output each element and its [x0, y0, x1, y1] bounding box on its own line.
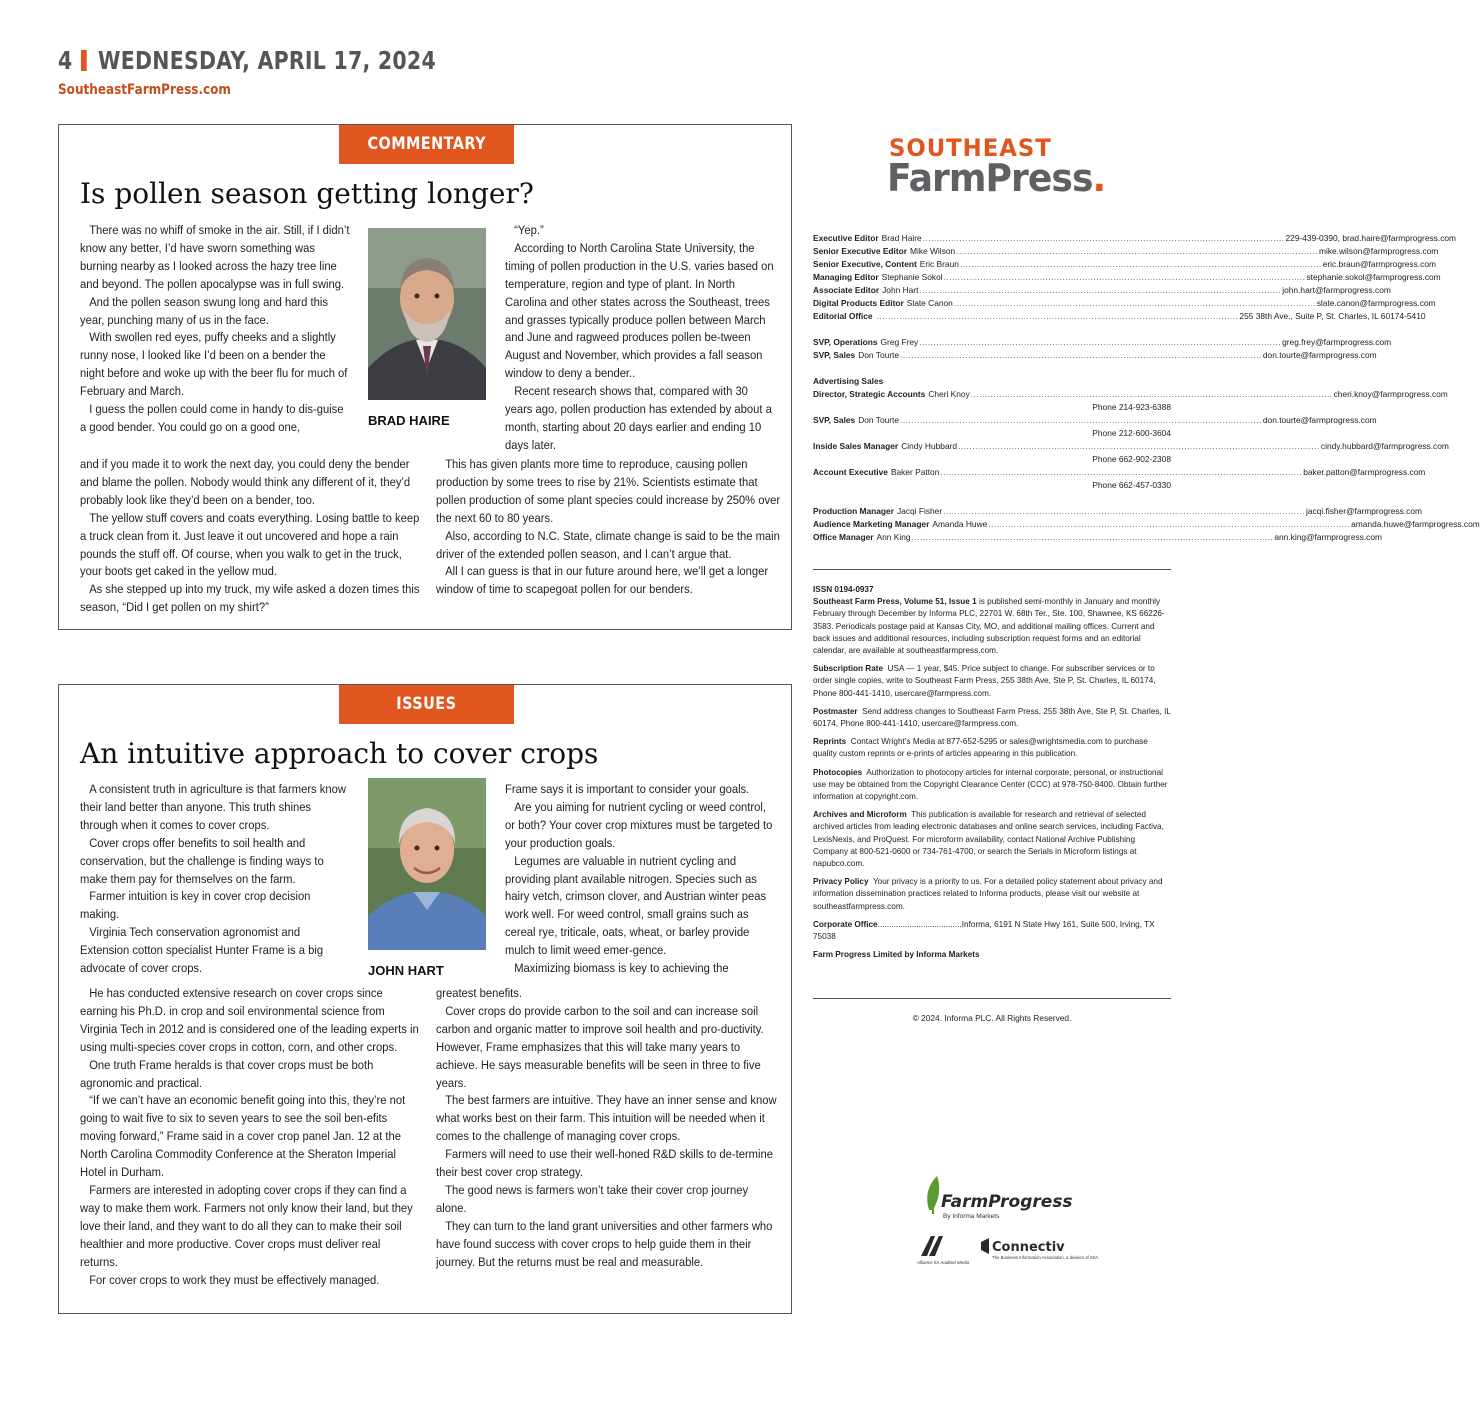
staff-contact[interactable]: slate.canon@farmprogress.com [1316, 298, 1436, 308]
author-portrait-icon [368, 778, 486, 950]
dot-leader [923, 232, 1285, 245]
staff-phone: Phone 662-457-0330 [1092, 480, 1171, 490]
publication-statement-title: Southeast Farm Press, Volume 51, Issue 1 [813, 597, 977, 607]
editorial-staff [813, 232, 1457, 323]
masthead-row [813, 245, 1439, 258]
paragraph: Farmers will need to use their well-honed R&D skills to de-termine their best cover crop strategy. [436, 1147, 773, 1180]
masthead-row [813, 505, 1422, 518]
masthead-row [813, 440, 1449, 453]
masthead-row [813, 336, 1392, 349]
staff-name: Brad Haire [881, 233, 922, 243]
corporate-office-address: Informa, 6191 N State Hwy 161, Suite 500, Irving, TX 75038 [813, 919, 1155, 942]
staff-contact[interactable]: ann.king@farmprogress.com [1274, 532, 1383, 542]
staff-name: Ann King [876, 532, 911, 542]
aam-logo-icon [921, 1236, 943, 1256]
staff-role: SVP, Operations [813, 337, 878, 347]
staff-contact[interactable]: john.hart@farmprogress.com [1282, 285, 1391, 295]
info-text: Your privacy is a priority to us. For a detailed policy statement about privacy and information dissemination practices related to Informa products, please visit our website at southeastfarmpress.com. [813, 877, 1163, 911]
site-url[interactable]: SoutheastFarmPress.com [58, 82, 231, 98]
masthead-row [813, 414, 1377, 427]
paragraph: Cover crops offer benefits to soil health and conservation, but the challenge is finding ways to make them pay for themselves on the farm. [80, 835, 324, 886]
dot-leader [988, 518, 1350, 531]
info-label: Subscription Rate [813, 664, 884, 674]
staff-contact[interactable]: greg.frey@farmprogress.com [1282, 337, 1392, 347]
staff-phone: Phone 212-600-3604 [1092, 428, 1171, 438]
staff-role: Associate Editor [813, 285, 880, 295]
article-headline: Is pollen season getting longer? [80, 177, 534, 210]
article-column-left-bottom [80, 456, 420, 617]
author-photo-brad-haire [368, 228, 486, 400]
staff-role: Executive Editor [813, 233, 879, 243]
dot-leader [944, 271, 1306, 284]
staff-contact[interactable]: eric.braun@farmprogress.com [1322, 259, 1436, 269]
publication-info [813, 584, 1171, 967]
article-column-right-top [505, 222, 777, 455]
paragraph: Farmers are interested in adopting cover crops if they can find a way to make them work. Farmers not only know their land, but they love their land, and they want to do all they can to make their soil healthier and more productive. Cover crops must deliver real returns. [80, 1182, 413, 1269]
issn: ISSN 0194-0937 [813, 585, 874, 594]
paragraph: Maximizing biomass is key to achieving the [514, 961, 729, 976]
staff-name: Stephanie Sokol [881, 272, 943, 282]
dot-leader [958, 440, 1320, 453]
dot-leader [912, 531, 1274, 544]
staff-name: Greg Frey [880, 337, 919, 347]
paragraph: Frame says it is important to consider your goals. [505, 782, 750, 796]
masthead-row [813, 466, 1426, 479]
staff-name: Slate Canon [906, 298, 953, 308]
logo-southeast: SOUTHEAST [889, 134, 1052, 162]
staff-contact[interactable]: cheri.knoy@farmprogress.com [1333, 389, 1448, 399]
article-column-right-top [505, 781, 777, 978]
masthead-row [813, 310, 1426, 323]
masthead-row [813, 349, 1377, 362]
masthead-row [813, 232, 1457, 245]
article-column-left-top [80, 222, 352, 437]
dot-leader [940, 466, 1302, 479]
connectiv-logo-icon [981, 1238, 989, 1254]
paragraph: Farmer intuition is key in cover crop decision making. [80, 889, 311, 922]
info-label: Archives and Microform [813, 810, 907, 820]
paragraph: They can turn to the land grant universities and other farmers who have found success with cover crops to help guide them in their journey. But the returns must be real and measurable. [436, 1218, 773, 1269]
info-item [813, 767, 1171, 804]
masthead-staff [813, 232, 1480, 557]
author-photo-john-hart [368, 778, 486, 950]
dot-leader [900, 349, 1262, 362]
staff-name: Baker Patton [890, 467, 940, 477]
dot-leader [954, 297, 1316, 310]
staff-role: Account Executive [813, 467, 888, 477]
staff-role: Audience Marketing Manager [813, 519, 930, 529]
staff-contact[interactable]: amanda.huwe@farmprogress.com [1351, 519, 1480, 529]
paragraph: “If we can’t have an economic benefit going into this, they’re not going to wait five to six to seven years to see the soil ben-efits moving forward,” Frame said in a cover crop panel Jan. 12 at the North Carolina Commodity Conference at the Sheraton Imperial Hotel in Durham. [80, 1093, 406, 1180]
staff-name: Jacqi Fisher [896, 506, 943, 516]
paragraph: Are you aiming for nutrient cycling or weed control, or both? Your cover crop mixtures must be targeted to your production goals. [505, 799, 773, 850]
dot-leader [919, 284, 1281, 297]
info-text: Authorization to photocopy articles for internal corporate, personal, or instructional use may be obtained from the Copyright Clearance Center (CCC) at 978-750-8400. Obtain further information at copyright.com. [813, 767, 1168, 802]
staff-role: Office Manager [813, 532, 874, 542]
info-label: Privacy Policy [813, 877, 869, 887]
staff-role: SVP, Sales [813, 350, 856, 360]
info-text: This publication is available for research and retrieval of selected archived articles from leading electronic databases and online search services, including Factiva, LexisNexis, and ProQuest. For microform availability, contact National Archive Publishing Company at 800-521-0600 or 734-761-4700, or search the Serials in Microform listings at napubco.com. [813, 810, 1164, 869]
info-text: Send address changes to Southeast Farm Press, 255 38th Ave, Ste P, St. Charles, IL 60174, Phone 800-441-1410, usercare@farmpress.com. [813, 706, 1171, 729]
connectiv-logo-sub: The Business Information Association, a division of SIIA [992, 1255, 1099, 1260]
paragraph: Recent research shows that, compared with 30 years ago, pollen production has extended by about a month, starting about 20 days earlier and ending 10 days later. [505, 384, 772, 452]
paragraph: The good news is farmers won’t take their cover crop journey alone. [436, 1182, 749, 1215]
masthead-row [813, 531, 1383, 544]
farmprogress-leaf-icon [915, 1170, 1099, 1270]
aam-logo-text: Alliance for Audited Media [917, 1260, 970, 1265]
staff-name: Mike Wilson [910, 246, 956, 256]
staff-name: Cheri Knoy [928, 389, 970, 399]
logo-farmpress: FarmPress. [887, 156, 1106, 200]
page-number: 4 [58, 46, 73, 75]
dot-leader [900, 414, 1262, 427]
staff-contact[interactable]: 229-439-0390, brad.haire@farmprogress.com [1285, 233, 1457, 243]
masthead-row [813, 297, 1436, 310]
production-staff [813, 505, 1480, 544]
staff-phone: Phone 662-902-2308 [1092, 454, 1171, 464]
paragraph: Legumes are valuable in nutrient cycling and providing plant available nitrogen. Species such as hairy vetch, crimson clover, and Austrian winter peas work well. For weed control, small grains such as cereal rye, triticale, oats, wheat, or barley provide mulch to limit weed emer-gence. [505, 853, 767, 958]
issues-article [58, 684, 792, 1314]
dot-leader [956, 245, 1318, 258]
advertising-staff [813, 375, 1449, 492]
author-caption: BRAD HAIRE [368, 413, 450, 428]
staff-contact[interactable]: cindy.hubbard@farmprogress.com [1320, 441, 1449, 451]
paragraph: The yellow stuff covers and coats everything. Losing battle to keep a truck clean from it. Just leave it out uncovered and hope a rain pounds the stuff off. Of course, when you walk to get in the truck, your boots get caked in the yellow mud. [80, 510, 420, 579]
info-item [813, 809, 1171, 870]
masthead-row [813, 284, 1391, 297]
info-label: Reprints [813, 737, 847, 747]
staff-role: Editorial Office [813, 311, 873, 321]
masthead-row [813, 271, 1441, 284]
staff-phone: Phone 214-923-6388 [1092, 402, 1171, 412]
author-caption: JOHN HART [368, 963, 444, 978]
paragraph: and if you made it to work the next day, you could deny the bender and blame the pollen. Nobody would think any different of it, they’d probably look like they’d been on a bender, too. [80, 457, 411, 507]
paragraph: This has given plants more time to reproduce, causing pollen production by some trees to rise by 21%. Scientists estimate that pollen production of some plant species could increase by 250% over the next 60 to 80 years. [436, 457, 781, 525]
publication-statement: is published semi-monthly in January and monthly February through December by Informa PLC, 22701 W. 68th Ter., Ste. 100, Shawnee, KS 66226-3583. Periodicals postage paid at Kansas City, MO, and additional mailing offices. Current and back issues and additional resources, including subscription request forms and an editorial calendar, are available at southeastfarmpress.com. [813, 597, 1165, 656]
staff-name: Don Tourte [858, 415, 900, 425]
info-label: Photocopies [813, 767, 863, 777]
paragraph: According to North Carolina State University, the timing of pollen production in the U.S. varies based on temperature, region and type of plant. In North Carolina and other states across the Southeast, trees and grasses typically produce pollen between March and June and ragweed produces pollen be-tween August and November, which provides a fall season window to deny a bender.. [505, 240, 774, 381]
info-item [813, 663, 1171, 700]
paragraph: He has conducted extensive research on cover crops since earning his Ph.D. in crop and soil environmental science from Virginia Tech in 2012 and is considered one of the leading experts in using multi-species cover crops in cotton, corn, and other crops. [80, 986, 419, 1054]
masthead-row [813, 388, 1448, 401]
info-text: USA — 1 year, $45. Price subject to change. For subscriber services or to order single copies, write to Southeast Farm Press, 255 38th Ave, Ste P, St. Charles, IL 60174, Phone 800-441-1410, usercare@farmpress.com. [813, 664, 1156, 698]
info-label: Postmaster [813, 706, 858, 716]
dot-leader [960, 258, 1322, 271]
staff-contact[interactable]: stephanie.sokol@farmprogress.com [1306, 272, 1441, 282]
info-item [813, 876, 1171, 913]
staff-role: Senior Executive Editor [813, 246, 908, 256]
staff-contact[interactable]: jacqi.fisher@farmprogress.com [1305, 506, 1422, 516]
section-tag-issues: ISSUES [339, 685, 514, 724]
paragraph: “Yep.” [514, 223, 544, 237]
operations-staff [813, 336, 1392, 362]
staff-role: Director, Strategic Accounts [813, 389, 926, 399]
header-divider [81, 50, 87, 71]
paragraph: Virginia Tech conservation agronomist and Extension cotton specialist Hunter Frame is a big advocate of cover crops. [80, 925, 324, 976]
copyright: © 2024. Informa PLC. All Rights Reserved. [912, 1013, 1072, 1023]
staff-contact[interactable]: baker.patton@farmprogress.com [1303, 467, 1426, 477]
staff-name: Eric Braun [919, 259, 959, 269]
staff-role: Inside Sales Manager [813, 441, 899, 451]
article-column-right-bottom [436, 985, 781, 1272]
page-header [58, 46, 436, 75]
paragraph: All I can guess is that in our future around here, we’ll get a longer window of time to scapegoat pollen for our benders. [436, 564, 769, 597]
dot-leader [877, 310, 1239, 323]
divider [813, 998, 1171, 999]
info-text: Contact Wright’s Media at 877-652-5295 or sales@wrightsmedia.com to purchase quality custom reprints or e-prints of articles appearing in this publication. [813, 737, 1148, 759]
author-portrait-icon [368, 228, 486, 400]
paragraph: Cover crops do provide carbon to the soil and can increase soil carbon and organic matter to improve soil health and pro-ductivity. However, Frame emphasizes that this will take many years to achieve. He says measurable benefits will be seen in three to five years. [436, 1003, 764, 1090]
paragraph: One truth Frame heralds is that cover crops must be both agronomic and practical. [80, 1057, 374, 1090]
staff-contact[interactable]: mike.wilson@farmprogress.com [1319, 246, 1439, 256]
masthead-row [813, 518, 1480, 531]
article-column-left-top [80, 781, 352, 978]
paragraph: The best farmers are intuitive. They have an inner sense and know what works best on their farm. This intuition will be needed when it comes to the challenge of managing cover crops. [436, 1093, 777, 1144]
section-tag-commentary: COMMENTARY [339, 125, 514, 164]
staff-name: Cindy Hubbard [901, 441, 958, 451]
staff-contact[interactable]: don.tourte@farmprogress.com [1262, 415, 1377, 425]
divider [813, 569, 1171, 570]
staff-name: Amanda Huwe [932, 519, 988, 529]
article-column-left-bottom [80, 985, 420, 1289]
staff-name: Don Tourte [858, 350, 900, 360]
advertising-title: Advertising Sales [813, 376, 884, 386]
dot-leader [971, 388, 1333, 401]
staff-contact[interactable]: don.tourte@farmprogress.com [1262, 350, 1377, 360]
fp-logo-sub: By Informa Markets [943, 1213, 1000, 1220]
paragraph: I guess the pollen could come in handy to dis-guise a good bender. You could go on a good one, [80, 402, 344, 434]
dot-leader: ..................................... [877, 919, 962, 929]
owner-line: Farm Progress Limited by Informa Markets [813, 950, 980, 960]
fp-logo-text: FarmProgress [941, 1192, 1073, 1212]
dot-leader [919, 336, 1281, 349]
article-column-right-bottom [436, 456, 781, 599]
staff-role: Production Manager [813, 506, 894, 516]
staff-name: John Hart [882, 285, 919, 295]
paragraph: For cover crops to work they must be effectively managed. [89, 1272, 380, 1287]
info-item [813, 706, 1171, 730]
info-item [813, 736, 1171, 760]
staff-role: SVP, Sales [813, 415, 856, 425]
dot-leader [943, 505, 1305, 518]
corporate-office-label: Corporate Office [813, 919, 878, 929]
commentary-article [58, 124, 792, 630]
paragraph: With swollen red eyes, puffy cheeks and a slightly runny nose, I looked like I’d been on a bender the night before and woke up with the beer flu for much of February and March. [80, 330, 348, 399]
paragraph: And the pollen season swung long and hard this year, punching many of us in the face. [80, 294, 328, 327]
paragraph: As she stepped up into my truck, my wife asked a dozen times this season, “Did I get pollen on my shirt?” [80, 582, 420, 615]
paragraph: A consistent truth in agriculture is that farmers know their land better than anyone. This truth shines through when it comes to cover crops. [80, 782, 346, 832]
paragraph: There was no whiff of smoke in the air. Still, if I didn’t know any better, I’d have sworn something was burning nearby as I looked across the hazy tree line and beyond. The pollen apocalypse was in full swing. [80, 223, 350, 291]
connectiv-logo-text: Connectiv [992, 1240, 1065, 1255]
staff-role: Digital Products Editor [813, 298, 904, 308]
paragraph: greatest benefits. [436, 986, 523, 1000]
staff-role: Senior Executive, Content [813, 259, 917, 269]
partner-logos [915, 1170, 1099, 1270]
staff-role: Managing Editor [813, 272, 879, 282]
paragraph: Also, according to N.C. State, climate change is said to be the main driver of the extended pollen season, and I can’t argue that. [436, 528, 780, 561]
masthead-row [813, 258, 1436, 271]
article-headline: An intuitive approach to cover crops [80, 737, 599, 770]
staff-contact[interactable]: 255 38th Ave., Suite P, St. Charles, IL 60174-5410 [1239, 311, 1426, 321]
issue-date: WEDNESDAY, APRIL 17, 2024 [97, 46, 436, 75]
